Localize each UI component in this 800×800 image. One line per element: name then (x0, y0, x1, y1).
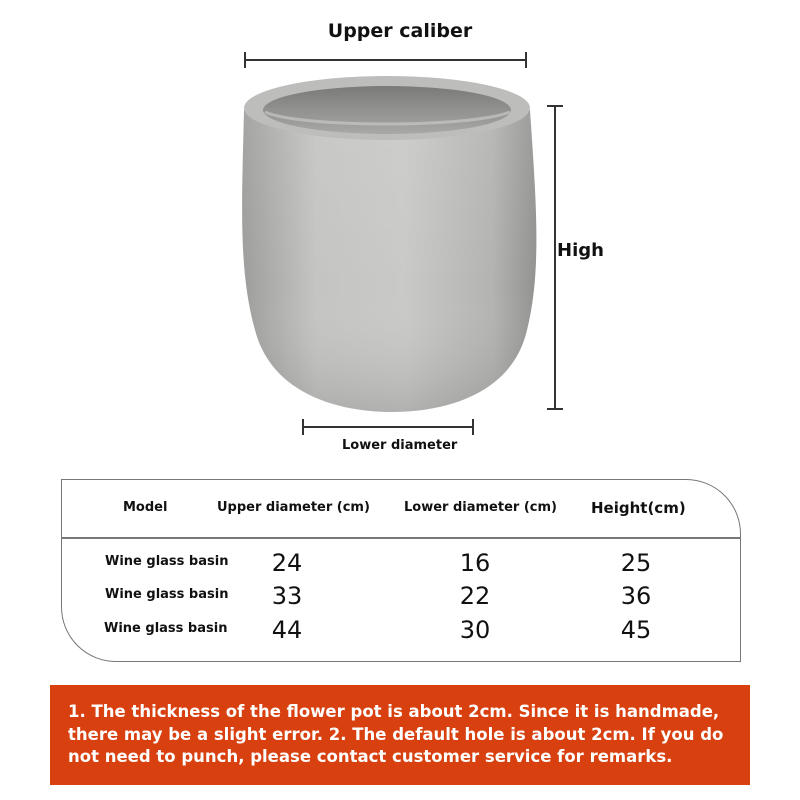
row-1-height: 25 (620, 549, 652, 577)
header-upper-diameter: Upper diameter (cm) (217, 500, 370, 515)
row-1-model: Wine glass basin (105, 554, 229, 569)
height-dimension-line (554, 106, 556, 410)
row-2-upper: 33 (271, 582, 303, 610)
note-text: 1. The thickness of the flower pot is about 2cm. Since it is handmade, there may be a slight error. 2. The default hole is about 2cm. If you do not need to punch, please contact customer service for remarks. (68, 702, 724, 766)
header-lower-diameter: Lower diameter (cm) (404, 500, 557, 515)
height-tick-top (547, 105, 563, 107)
lower-diameter-dimension-line (303, 426, 473, 428)
row-2-height: 36 (620, 582, 652, 610)
lower-diameter-tick-left (302, 419, 304, 435)
upper-caliber-label: Upper caliber (327, 20, 473, 42)
row-2-lower: 22 (459, 582, 491, 610)
row-1-upper: 24 (271, 549, 303, 577)
row-2-model: Wine glass basin (105, 587, 229, 602)
row-3-upper: 44 (271, 616, 303, 644)
note-banner (50, 685, 750, 785)
height-tick-bottom (547, 408, 563, 410)
height-label: High (557, 240, 604, 261)
row-3-height: 45 (620, 616, 652, 644)
row-3-lower: 30 (459, 616, 491, 644)
header-height: Height(cm) (591, 499, 686, 517)
header-model: Model (123, 500, 168, 515)
lower-diameter-tick-right (472, 419, 474, 435)
table-header-divider (61, 537, 741, 539)
row-3-model: Wine glass basin (104, 621, 228, 636)
pot-opening (263, 86, 511, 134)
row-1-lower: 16 (459, 549, 491, 577)
lower-diameter-label: Lower diameter (342, 438, 458, 453)
